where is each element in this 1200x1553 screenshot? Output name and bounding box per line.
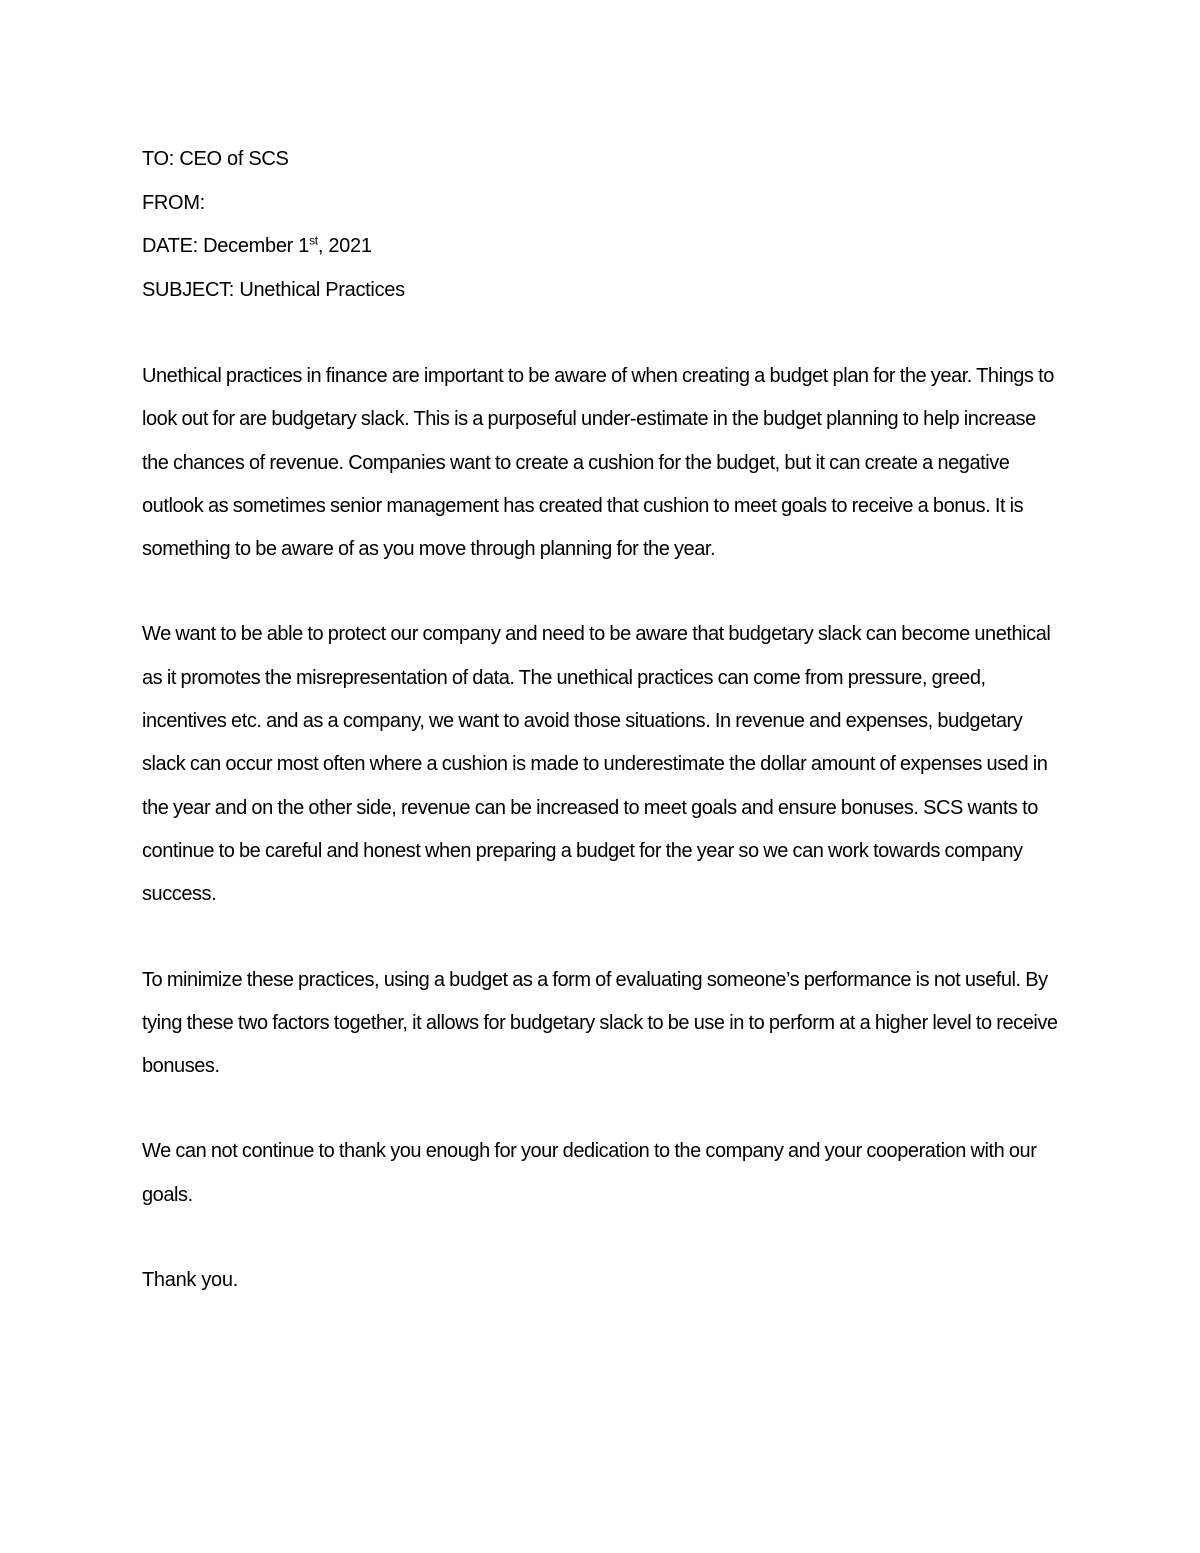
body-paragraph-4: We can not continue to thank you enough for your dedication to the company and your cooperation with our goals. [142,1140,1037,1206]
memo-subject-line: SUBJECT: Unethical Practices [142,278,405,301]
memo-date-ordinal: st [309,233,318,248]
memo-to-line: TO: CEO of SCS [142,148,289,170]
closing-line: Thank you. [142,1269,238,1292]
memo-header [142,138,1062,312]
memo-content [142,138,1062,1302]
body-paragraph-1: Unethical practices in finance are important to be aware of when creating a budget plan for the year. Things to look out for are budgetary slack. This is a purposeful under-estimate in the budget planning to help increase the chances of revenue. Companies want to create a cushion for the budget, but it can create a negative outlook as sometimes senior management has created that cushion to meet goals to receive a bonus. It is something to be aware of as you move through planning for the year. [142,365,1054,561]
body-paragraph-3: To minimize these practices, using a budget as a form of evaluating someone’s performance is not useful. By tying these two factors together, it allows for budgetary slack to be use in to perform at a higher level to receive bonuses. [142,968,1058,1078]
memo-date-rest: , 2021 [317,235,372,257]
memo-date-prefix: DATE: December 1 [142,235,310,257]
body-paragraph-2: We want to be able to protect our company and need to be aware that budgetary slack can become unethical as it promotes the misrepresentation of data. The unethical practices can come from pressure, greed, incentives etc. and as a company, we want to avoid those situations. In revenue and expenses, budgetary slack can occur most often where a cushion is made to underestimate the dollar amount of expenses used in the year and on the other side, revenue can be increased to meet goals and ensure bonuses. SCS wants to continue to be careful and honest when preparing a budget for the year so we can work towards company success. [142,623,1051,906]
memo-date-line [142,225,1062,269]
memo-from-line: FROM: [142,191,205,214]
